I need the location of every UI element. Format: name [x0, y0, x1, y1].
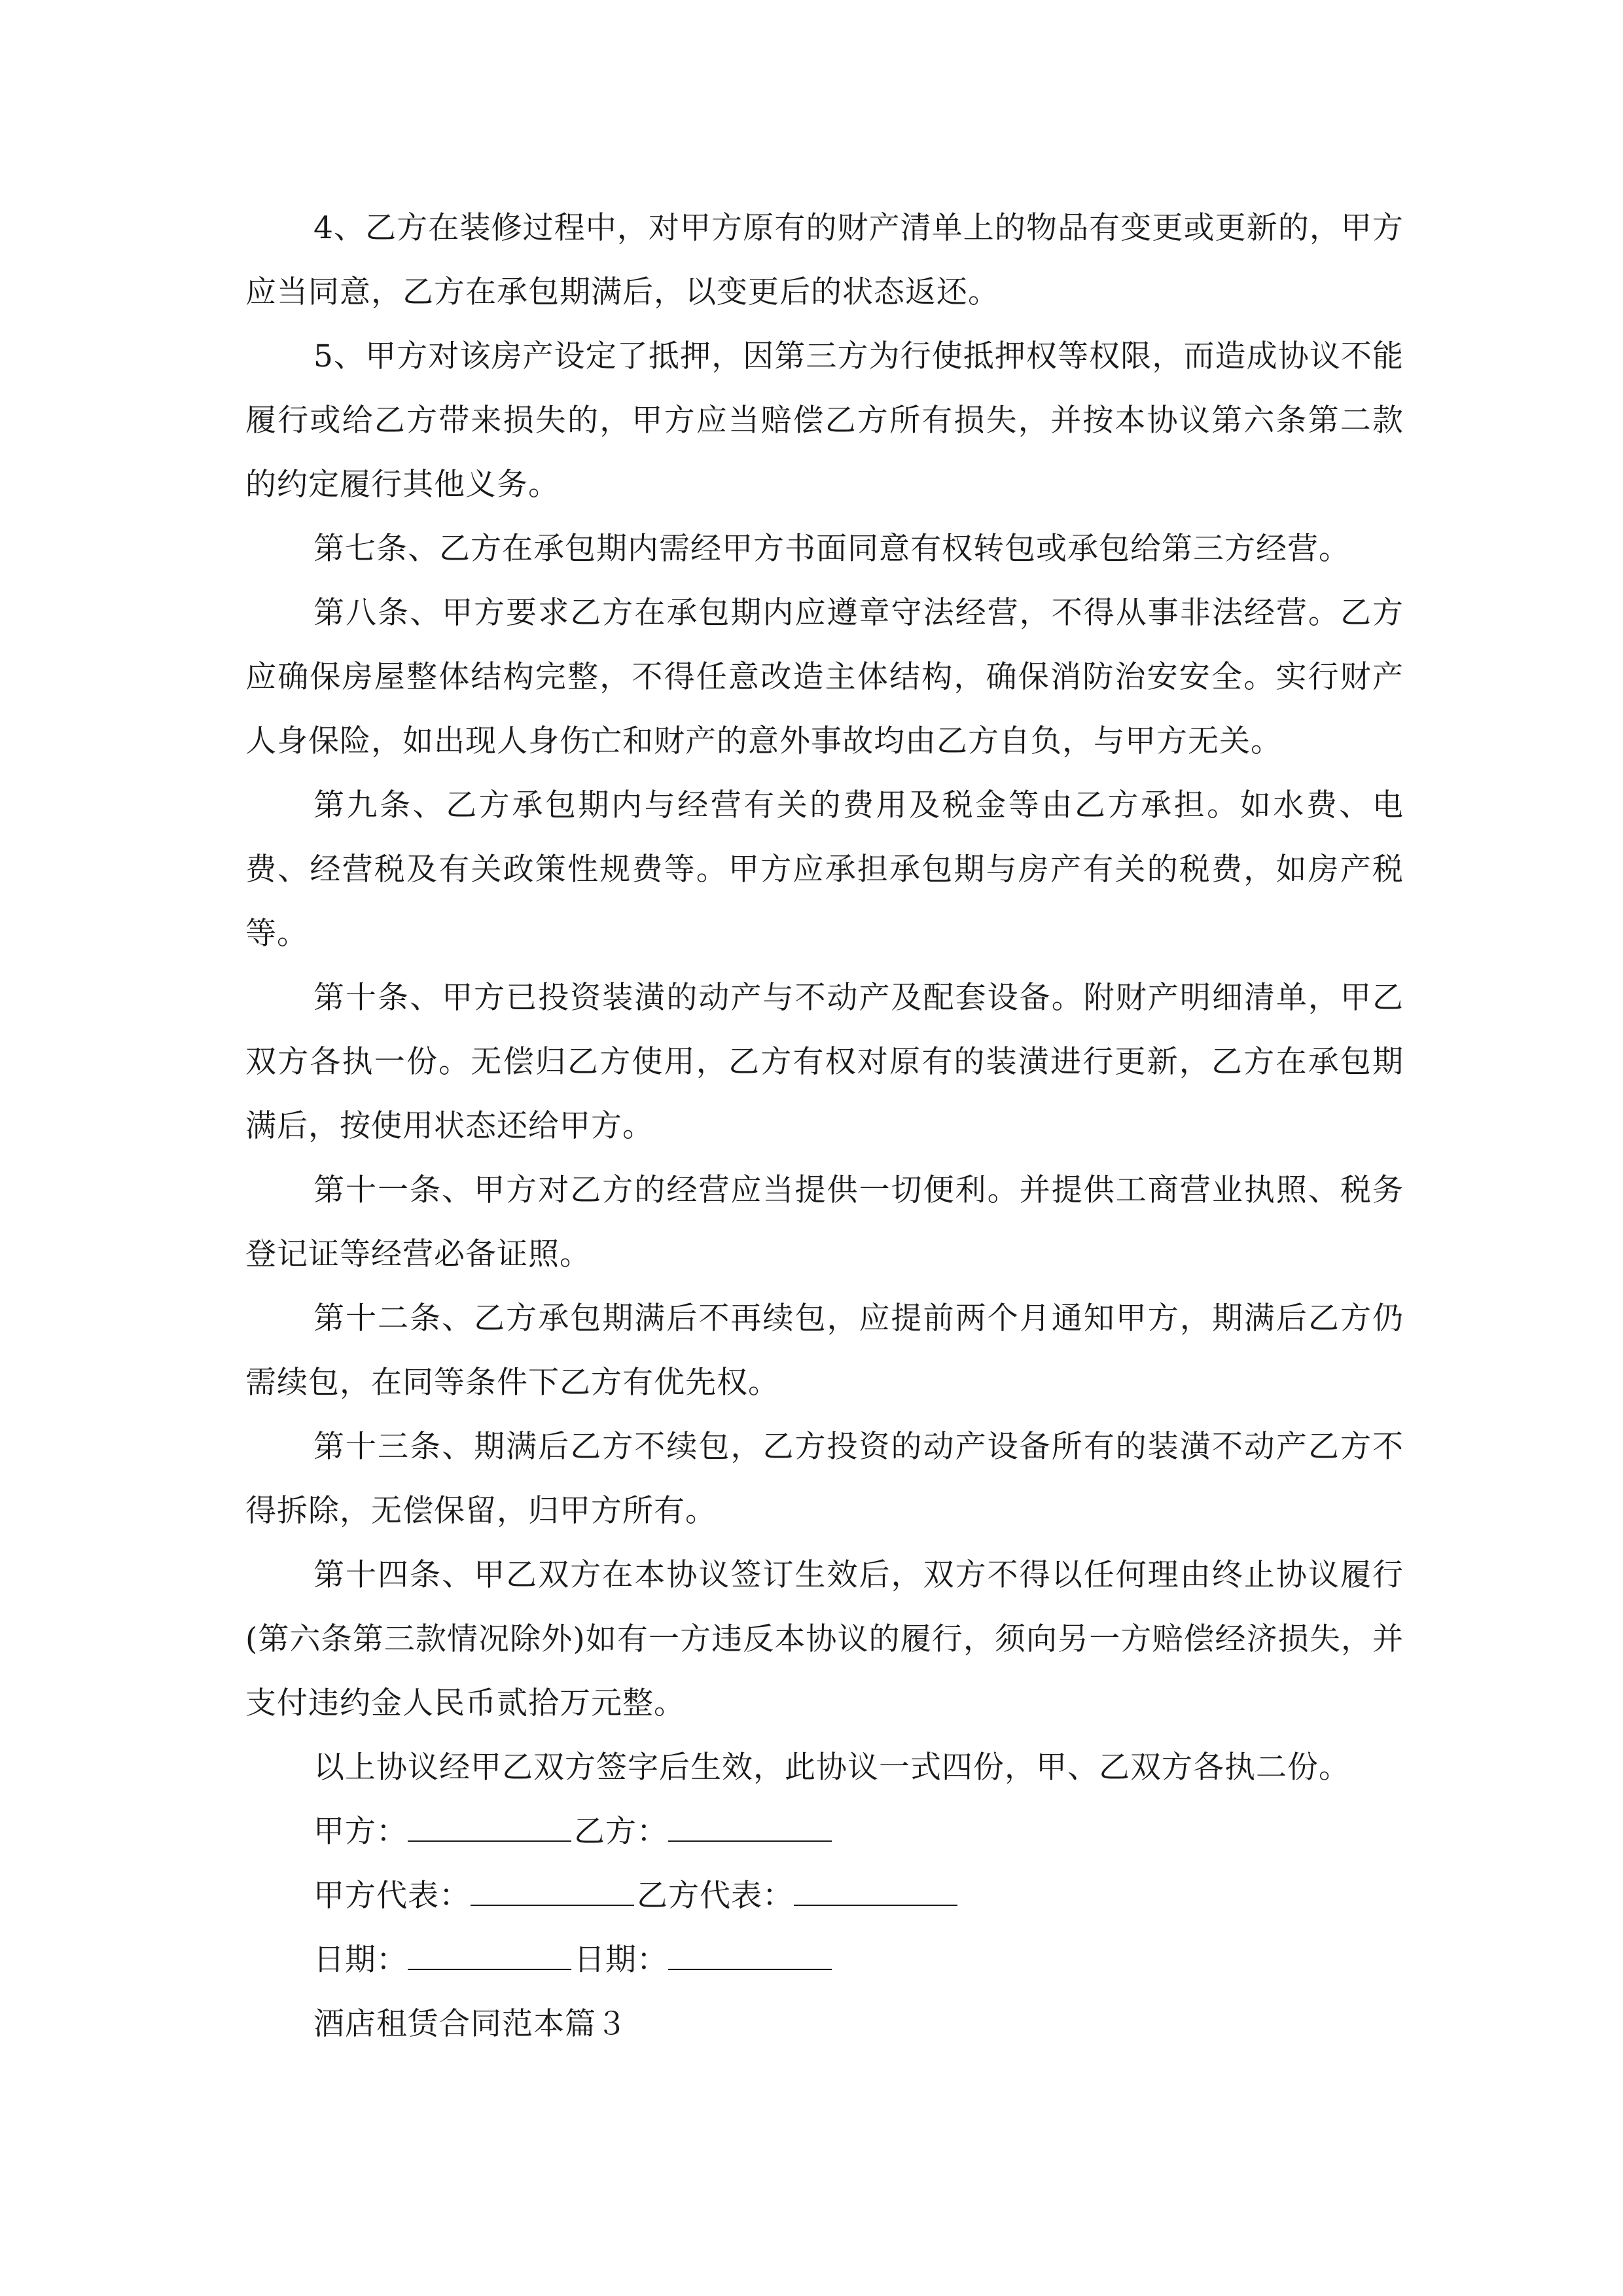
- party-a-signature-blank[interactable]: [408, 1814, 571, 1842]
- paragraph-article-12: 第十二条、乙方承包期满后不再续包，应提前两个月通知甲方，期满后乙方仍需续包，在同等条件下乙方有优先权。: [245, 1300, 1404, 1401]
- signature-parties-row: [245, 1800, 1404, 1864]
- date-a-blank[interactable]: [408, 1943, 571, 1970]
- rep-b-label: 乙方代表：: [637, 1878, 794, 1914]
- signature-representatives-row: [245, 1864, 1404, 1928]
- party-b-label: 乙方：: [574, 1814, 668, 1850]
- paragraph-article-9: 第九条、乙方承包期内与经营有关的费用及税金等由乙方承担。如水费、电费、经营税及有关政策性规费等。甲方应承担承包期与房产有关的税费，如房产税等。: [245, 787, 1404, 952]
- document-body: [245, 196, 1404, 2056]
- paragraph-article-14: 第十四条、甲乙双方在本协议签订生效后，双方不得以任何理由终止协议履行(第六条第三款情况除外)如有一方违反本协议的履行，须向另一方赔偿经济损失，并支付违约金人民币贰拾万元整。: [245, 1557, 1404, 1721]
- paragraph-article-13: 第十三条、期满后乙方不续包，乙方投资的动产设备所有的装潢不动产乙方不得拆除，无偿保留，归甲方所有。: [245, 1429, 1404, 1529]
- rep-a-signature-blank[interactable]: [471, 1878, 634, 1906]
- paragraph-article-8: 第八条、甲方要求乙方在承包期内应遵章守法经营，不得从事非法经营。乙方应确保房屋整体结构完整，不得任意改造主体结构，确保消防治安安全。实行财产人身保险，如出现人身伤亡和财产的意外事故均由乙方自负，与甲方无关。: [245, 595, 1404, 759]
- paragraph-closing: 以上协议经甲乙双方签字后生效，此协议一式四份，甲、乙双方各执二份。: [313, 1749, 1350, 1785]
- signature-dates-row: [245, 1928, 1404, 1992]
- rep-b-signature-blank[interactable]: [794, 1878, 957, 1906]
- next-section-heading: 酒店租赁合同范本篇３: [313, 2006, 628, 2042]
- date-b-label: 日期：: [574, 1942, 668, 1978]
- date-b-blank[interactable]: [668, 1943, 832, 1970]
- party-a-label: 甲方：: [313, 1814, 408, 1850]
- paragraph-article-7: 第七条、乙方在承包期内需经甲方书面同意有权转包或承包给第三方经营。: [313, 531, 1350, 567]
- paragraph-clause-4: 4、乙方在装修过程中，对甲方原有的财产清单上的物品有变更或更新的，甲方应当同意，乙方在承包期满后，以变更后的状态返还。: [245, 210, 1404, 310]
- paragraph-clause-5: 5、甲方对该房产设定了抵押，因第三方为行使抵押权等权限，而造成协议不能履行或给乙方带来损失的，甲方应当赔偿乙方所有损失，并按本协议第六条第二款的约定履行其他义务。: [245, 338, 1404, 503]
- party-b-signature-blank[interactable]: [668, 1814, 832, 1842]
- date-a-label: 日期：: [313, 1942, 408, 1978]
- rep-a-label: 甲方代表：: [313, 1878, 471, 1914]
- paragraph-article-11: 第十一条、甲方对乙方的经营应当提供一切便利。并提供工商营业执照、税务登记证等经营必备证照。: [245, 1172, 1404, 1272]
- paragraph-article-10: 第十条、甲方已投资装潢的动产与不动产及配套设备。附财产明细清单，甲乙双方各执一份。无偿归乙方使用，乙方有权对原有的装潢进行更新，乙方在承包期满后，按使用状态还给甲方。: [245, 980, 1404, 1144]
